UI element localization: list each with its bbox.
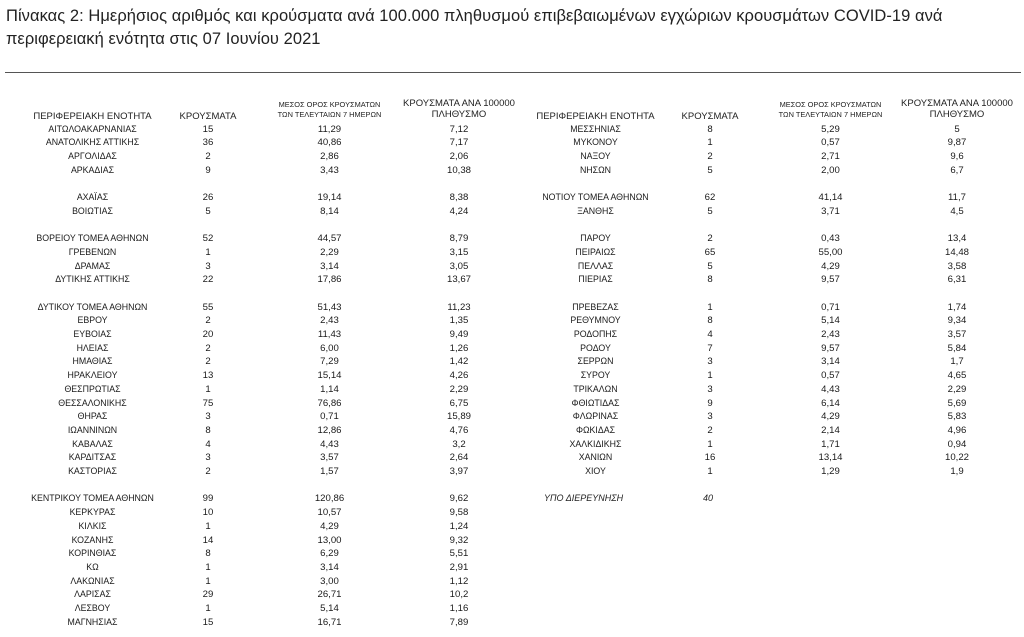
right-cell-avg7: 2,00 bbox=[821, 164, 840, 176]
left-cell-avg7: 3,00 bbox=[320, 575, 339, 587]
right-cell-avg7: 4,43 bbox=[821, 383, 840, 395]
right-cell-avg7: 3,71 bbox=[821, 205, 840, 217]
right-cell-per100k: 5,69 bbox=[947, 397, 967, 409]
left-cell-region: ΑΙΤΩΛΟΑΚΑΡΝΑΝΙΑΣ bbox=[48, 123, 137, 134]
left-cell-cases: 2 bbox=[205, 342, 211, 354]
left-cell-cases: 15 bbox=[202, 123, 214, 135]
left-cell-per100k: 3,2 bbox=[452, 438, 466, 450]
left-cell-region: ΚΩ bbox=[86, 561, 99, 572]
right-cell-region: ΦΛΩΡΙΝΑΣ bbox=[572, 411, 619, 422]
left-cell-avg7: 12,86 bbox=[317, 424, 342, 436]
left-cell-per100k: 1,26 bbox=[449, 342, 469, 354]
right-cell-cases: 2 bbox=[707, 233, 713, 245]
left-cell-per100k: 10,2 bbox=[449, 589, 469, 601]
right-cell-cases: 8 bbox=[707, 274, 713, 286]
right-cell-per100k: 0,94 bbox=[947, 438, 967, 450]
left-cell-cases: 9 bbox=[205, 164, 211, 176]
right-cell-cases: 2 bbox=[707, 150, 713, 162]
left-cell-region: ΔΥΤΙΚΗΣ ΑΤΤΙΚΗΣ bbox=[55, 274, 130, 285]
left-cell-avg7: 1,57 bbox=[320, 466, 339, 477]
right-cell-avg7: 2,71 bbox=[821, 150, 840, 162]
left-cell-per100k: 1,42 bbox=[449, 356, 469, 368]
left-cell-cases: 26 bbox=[202, 192, 214, 203]
right-cell-avg7: 0,43 bbox=[821, 233, 840, 245]
left-cell-per100k: 4,76 bbox=[449, 424, 469, 436]
left-cell-per100k: 13,67 bbox=[446, 274, 471, 286]
left-cell-cases: 8 bbox=[205, 548, 211, 560]
right-cell-avg7: 4,29 bbox=[821, 411, 840, 423]
right-cell-cases: 3 bbox=[707, 383, 713, 395]
left-cell-region: ΗΜΑΘΙΑΣ bbox=[72, 356, 113, 367]
right-cell-avg7: 1,29 bbox=[821, 466, 840, 477]
left-cell-region: ΓΡΕΒΕΝΩΝ bbox=[68, 246, 117, 257]
right-cell-region: ΜΕΣΣΗΝΙΑΣ bbox=[570, 123, 621, 134]
left-cell-cases: 15 bbox=[202, 616, 214, 628]
right-cell-avg7: 5,29 bbox=[821, 123, 840, 135]
left-header-avg7 bbox=[262, 100, 397, 119]
left-cell-region: ΘΕΣΣΑΛΟΝΙΚΗΣ bbox=[58, 397, 127, 408]
left-cell-per100k: 9,49 bbox=[449, 329, 469, 340]
right-cell-cases: 5 bbox=[707, 260, 713, 272]
right-cell-region: ΝΑΞΟΥ bbox=[580, 150, 611, 161]
left-cell-avg7: 51,43 bbox=[317, 301, 342, 313]
left-cell-avg7: 19,14 bbox=[317, 192, 342, 203]
left-cell-region: ΚΟΡΙΝΘΙΑΣ bbox=[68, 548, 117, 559]
left-cell-cases: 22 bbox=[202, 274, 214, 286]
left-cell-per100k: 10,38 bbox=[446, 164, 471, 176]
right-cell-region: ΠΕΙΡΑΙΩΣ bbox=[575, 246, 616, 257]
right-cell-avg7: 13,14 bbox=[818, 452, 843, 464]
right-cell-avg7: 3,14 bbox=[821, 356, 840, 368]
right-cell-avg7: 55,00 bbox=[818, 246, 843, 258]
left-cell-cases: 1 bbox=[205, 520, 211, 532]
right-cell-cases: 1 bbox=[707, 438, 713, 450]
left-cell-avg7: 11,29 bbox=[317, 123, 342, 135]
right-cell-avg7: 0,71 bbox=[821, 301, 840, 313]
right-cell-region: ΡΟΔΟΠΗΣ bbox=[573, 329, 618, 339]
right-cell-cases: 65 bbox=[704, 246, 716, 258]
right-cell-region: ΡΕΘΥΜΝΟΥ bbox=[570, 315, 621, 326]
left-cell-avg7: 1,14 bbox=[320, 383, 339, 395]
left-cell-region: ΘΕΣΠΡΩΤΙΑΣ bbox=[64, 383, 121, 394]
left-cell-cases: 4 bbox=[205, 438, 211, 450]
left-cell-region: ΗΛΕΙΑΣ bbox=[76, 342, 109, 353]
left-cell-region: ΔΥΤΙΚΟΥ ΤΟΜΕΑ ΑΘΗΝΩΝ bbox=[37, 301, 148, 312]
left-cell-cases: 99 bbox=[202, 493, 214, 505]
right-cell-per100k: 5,84 bbox=[947, 342, 967, 354]
left-cell-avg7: 17,86 bbox=[317, 274, 342, 286]
right-cell-cases: 3 bbox=[707, 356, 713, 368]
left-cell-per100k: 7,12 bbox=[449, 123, 469, 135]
left-cell-avg7: 3,14 bbox=[320, 260, 339, 272]
right-cell-per100k: 9,34 bbox=[947, 315, 967, 327]
left-cell-cases: 3 bbox=[205, 411, 211, 423]
left-cell-region: ΛΕΣΒΟΥ bbox=[74, 603, 111, 613]
left-cell-avg7: 2,29 bbox=[320, 246, 339, 258]
under-investigation-label: ΥΠΟ ΔΙΕΡΕΥΝΗΣΗ bbox=[544, 493, 624, 504]
right-cell-per100k: 11,7 bbox=[948, 192, 966, 203]
right-cell-cases: 8 bbox=[707, 123, 713, 135]
right-cell-per100k: 3,57 bbox=[947, 329, 967, 340]
left-cell-per100k: 1,35 bbox=[449, 315, 469, 327]
right-cell-per100k: 1,9 bbox=[950, 466, 964, 477]
right-header-per100k-line1: ΚΡΟΥΣΜΑΤΑ ΑΝΑ 100000 bbox=[901, 98, 1013, 109]
left-header-per100k-line1: ΚΡΟΥΣΜΑΤΑ ΑΝΑ 100000 bbox=[403, 98, 515, 109]
right-cell-region: ΝΗΣΩΝ bbox=[579, 164, 612, 175]
left-cell-avg7: 2,43 bbox=[320, 315, 339, 327]
right-cell-per100k: 4,96 bbox=[947, 424, 967, 436]
left-cell-per100k: 9,62 bbox=[449, 493, 469, 505]
right-header-avg7-line1: ΜΕΣΟΣ ΟΡΟΣ ΚΡΟΥΣΜΑΤΩΝ bbox=[779, 100, 882, 109]
left-cell-region: ΚΟΖΑΝΗΣ bbox=[71, 534, 114, 545]
right-cell-per100k: 9,6 bbox=[950, 150, 964, 162]
left-cell-cases: 1 bbox=[205, 575, 211, 587]
right-cell-avg7: 9,57 bbox=[821, 342, 840, 354]
left-cell-per100k: 3,15 bbox=[449, 246, 469, 258]
left-cell-region: ΚΑΡΔΙΤΣΑΣ bbox=[68, 452, 117, 463]
right-header-per100k bbox=[891, 98, 1023, 120]
left-cell-cases: 2 bbox=[205, 466, 211, 477]
table-title: Πίνακας 2: Ημερήσιος αριθμός και κρούσματα ανά 100.000 πληθυσμού επιβεβαιωμένων εγχώριων κρουσμάτων COVID-19 ανά περιφερειακή ενότητα στις 07 Ιουνίου 2021 bbox=[6, 7, 943, 48]
left-header-per100k-line2: ΠΛΗΘΥΣΜΟ bbox=[431, 109, 487, 120]
left-cell-per100k: 4,26 bbox=[449, 370, 469, 382]
right-cell-cases: 62 bbox=[704, 192, 716, 203]
right-cell-per100k: 4,5 bbox=[950, 205, 964, 217]
left-cell-per100k: 3,05 bbox=[449, 260, 469, 272]
left-cell-region: ΕΒΡΟΥ bbox=[77, 315, 108, 326]
right-cell-per100k: 9,87 bbox=[947, 137, 967, 149]
right-cell-region: ΦΘΙΩΤΙΔΑΣ bbox=[571, 397, 620, 408]
left-cell-avg7: 76,86 bbox=[317, 397, 342, 409]
left-cell-cases: 36 bbox=[202, 137, 214, 149]
left-cell-avg7: 15,14 bbox=[317, 370, 342, 382]
right-header-per100k-line2: ΠΛΗΘΥΣΜΟ bbox=[929, 109, 985, 120]
right-cell-region: ΠΙΕΡΙΑΣ bbox=[578, 274, 613, 285]
left-cell-cases: 8 bbox=[205, 424, 211, 436]
right-cell-cases: 9 bbox=[707, 397, 713, 409]
left-cell-per100k: 9,32 bbox=[449, 534, 469, 546]
right-cell-region: ΦΩΚΙΔΑΣ bbox=[575, 424, 616, 435]
left-header-region: ΠΕΡΙΦΕΡΕΙΑΚΗ ΕΝΟΤΗΤΑ bbox=[33, 111, 152, 122]
left-cell-per100k: 2,29 bbox=[449, 383, 469, 395]
right-cell-per100k: 5 bbox=[954, 123, 960, 135]
left-cell-avg7: 10,57 bbox=[317, 507, 342, 519]
left-cell-region: ΒΟΡΕΙΟΥ ΤΟΜΕΑ ΑΘΗΝΩΝ bbox=[36, 233, 149, 244]
left-cell-avg7: 8,14 bbox=[320, 205, 339, 217]
right-cell-per100k: 14,48 bbox=[944, 246, 969, 258]
left-cell-cases: 1 bbox=[205, 246, 211, 258]
right-cell-region: ΧΙΟΥ bbox=[585, 466, 606, 476]
left-cell-avg7: 26,71 bbox=[317, 589, 342, 601]
left-cell-per100k: 9,58 bbox=[449, 507, 469, 519]
right-cell-region: ΠΕΛΛΑΣ bbox=[577, 260, 614, 271]
left-cell-region: ΗΡΑΚΛΕΙΟΥ bbox=[67, 370, 118, 381]
right-cell-per100k: 6,31 bbox=[947, 274, 967, 286]
right-cell-avg7: 5,14 bbox=[821, 315, 840, 327]
left-cell-cases: 75 bbox=[202, 397, 214, 409]
left-cell-region: ΚΕΝΤΡΙΚΟΥ ΤΟΜΕΑ ΑΘΗΝΩΝ bbox=[31, 493, 154, 504]
right-cell-region: ΠΑΡΟΥ bbox=[580, 233, 611, 244]
left-cell-region: ΑΧΑΪΑΣ bbox=[76, 192, 109, 202]
under-investigation-cases: 40 bbox=[703, 493, 714, 504]
left-header-avg7-line1: ΜΕΣΟΣ ΟΡΟΣ ΚΡΟΥΣΜΑΤΩΝ bbox=[278, 100, 381, 109]
left-cell-avg7: 5,14 bbox=[320, 603, 339, 614]
right-cell-avg7: 6,14 bbox=[821, 397, 840, 409]
left-cell-cases: 20 bbox=[202, 329, 214, 340]
left-cell-cases: 1 bbox=[205, 561, 211, 573]
left-header-cases: ΚΡΟΥΣΜΑΤΑ bbox=[179, 111, 237, 122]
left-cell-per100k: 7,89 bbox=[449, 616, 469, 628]
right-cell-region: ΡΟΔΟΥ bbox=[580, 342, 611, 353]
left-cell-cases: 2 bbox=[205, 150, 211, 162]
left-cell-per100k: 7,17 bbox=[449, 137, 469, 149]
left-cell-region: ΒΟΙΩΤΙΑΣ bbox=[72, 205, 113, 216]
left-cell-region: ΜΑΓΝΗΣΙΑΣ bbox=[67, 616, 118, 627]
left-cell-avg7: 40,86 bbox=[317, 137, 342, 149]
left-cell-per100k: 8,79 bbox=[449, 233, 469, 245]
left-cell-avg7: 3,57 bbox=[320, 452, 339, 464]
left-cell-cases: 29 bbox=[202, 589, 214, 601]
left-cell-per100k: 2,64 bbox=[449, 452, 469, 464]
right-cell-region: ΧΑΛΚΙΔΙΚΗΣ bbox=[569, 438, 622, 449]
right-cell-avg7: 2,14 bbox=[821, 424, 840, 436]
right-header-avg7-line2: ΤΩΝ ΤΕΛΕΥΤΑΙΩΝ 7 ΗΜΕΡΩΝ bbox=[778, 109, 883, 119]
right-cell-cases: 1 bbox=[707, 466, 713, 477]
left-cell-region: ΚΑΣΤΟΡΙΑΣ bbox=[68, 466, 117, 476]
right-cell-region: ΣΥΡΟΥ bbox=[580, 370, 611, 381]
right-cell-avg7: 0,57 bbox=[821, 370, 840, 382]
left-cell-cases: 14 bbox=[202, 534, 214, 546]
right-cell-avg7: 1,71 bbox=[821, 438, 840, 450]
right-cell-avg7: 4,29 bbox=[821, 260, 840, 272]
left-cell-per100k: 2,06 bbox=[449, 150, 469, 162]
left-cell-avg7: 0,71 bbox=[320, 411, 339, 423]
left-cell-cases: 13 bbox=[202, 370, 214, 382]
right-header-region: ΠΕΡΙΦΕΡΕΙΑΚΗ ΕΝΟΤΗΤΑ bbox=[536, 111, 655, 122]
right-cell-region: ΤΡΙΚΑΛΩΝ bbox=[573, 383, 618, 394]
right-cell-cases: 2 bbox=[707, 424, 713, 436]
left-cell-avg7: 44,57 bbox=[317, 233, 342, 245]
left-cell-region: ΚΙΛΚΙΣ bbox=[78, 520, 107, 531]
right-cell-per100k: 1,74 bbox=[947, 301, 967, 313]
right-cell-cases: 3 bbox=[707, 411, 713, 423]
left-cell-per100k: 3,97 bbox=[449, 466, 469, 477]
left-cell-region: ΑΡΓΟΛΙΔΑΣ bbox=[68, 150, 117, 161]
right-cell-avg7: 9,57 bbox=[821, 274, 840, 286]
title-divider bbox=[5, 72, 1021, 73]
left-cell-avg7: 4,29 bbox=[320, 520, 339, 532]
left-cell-region: ΑΝΑΤΟΛΙΚΗΣ ΑΤΤΙΚΗΣ bbox=[45, 137, 140, 148]
right-cell-avg7: 2,43 bbox=[821, 329, 840, 340]
left-cell-cases: 10 bbox=[202, 507, 214, 519]
left-cell-per100k: 4,24 bbox=[449, 205, 469, 217]
left-cell-per100k: 6,75 bbox=[449, 397, 469, 409]
right-cell-cases: 1 bbox=[707, 137, 713, 149]
left-cell-avg7: 6,29 bbox=[320, 548, 339, 560]
right-header-avg7 bbox=[763, 100, 898, 119]
left-cell-region: ΚΕΡΚΥΡΑΣ bbox=[69, 507, 116, 518]
right-cell-cases: 1 bbox=[707, 370, 713, 382]
left-cell-cases: 52 bbox=[202, 233, 214, 245]
right-cell-per100k: 10,22 bbox=[944, 452, 969, 464]
left-cell-region: ΛΑΚΩΝΙΑΣ bbox=[70, 575, 115, 586]
left-cell-per100k: 8,38 bbox=[449, 192, 469, 203]
left-cell-avg7: 4,43 bbox=[320, 438, 339, 450]
left-cell-cases: 1 bbox=[205, 603, 211, 614]
left-cell-avg7: 3,43 bbox=[320, 164, 339, 176]
left-cell-region: ΘΗΡΑΣ bbox=[77, 411, 108, 422]
right-cell-region: ΞΑΝΘΗΣ bbox=[577, 205, 614, 216]
right-cell-avg7: 41,14 bbox=[818, 192, 843, 203]
right-cell-per100k: 5,83 bbox=[947, 411, 967, 423]
right-cell-per100k: 4,65 bbox=[947, 370, 967, 382]
left-cell-per100k: 15,89 bbox=[446, 411, 471, 423]
left-cell-avg7: 3,14 bbox=[320, 561, 339, 573]
right-cell-region: ΧΑΝΙΩΝ bbox=[578, 452, 613, 463]
left-cell-region: ΑΡΚΑΔΙΑΣ bbox=[70, 164, 115, 175]
left-header-avg7-line2: ΤΩΝ ΤΕΛΕΥΤΑΙΩΝ 7 ΗΜΕΡΩΝ bbox=[277, 109, 382, 119]
left-cell-avg7: 16,71 bbox=[317, 616, 342, 628]
left-cell-cases: 2 bbox=[205, 356, 211, 368]
left-cell-region: ΛΑΡΙΣΑΣ bbox=[74, 589, 111, 600]
right-cell-cases: 4 bbox=[707, 329, 713, 340]
right-cell-cases: 5 bbox=[707, 164, 713, 176]
left-cell-avg7: 120,86 bbox=[314, 493, 345, 505]
left-header-per100k bbox=[393, 98, 525, 120]
left-cell-region: ΕΥΒΟΙΑΣ bbox=[73, 329, 112, 339]
right-cell-cases: 16 bbox=[704, 452, 716, 464]
right-cell-per100k: 6,7 bbox=[950, 164, 964, 176]
right-cell-per100k: 3,58 bbox=[947, 260, 967, 272]
right-cell-avg7: 0,57 bbox=[821, 137, 840, 149]
right-cell-cases: 5 bbox=[707, 205, 713, 217]
left-cell-avg7: 13,00 bbox=[317, 534, 342, 546]
right-header-cases: ΚΡΟΥΣΜΑΤΑ bbox=[681, 111, 739, 122]
left-cell-region: ΔΡΑΜΑΣ bbox=[74, 260, 111, 271]
right-cell-cases: 1 bbox=[707, 301, 713, 313]
left-cell-per100k: 11,23 bbox=[447, 301, 471, 313]
left-cell-cases: 2 bbox=[205, 315, 211, 327]
left-cell-avg7: 7,29 bbox=[320, 356, 339, 368]
left-cell-cases: 3 bbox=[205, 452, 211, 464]
left-cell-cases: 3 bbox=[205, 260, 211, 272]
right-cell-region: ΝΟΤΙΟΥ ΤΟΜΕΑ ΑΘΗΝΩΝ bbox=[542, 192, 649, 202]
right-cell-per100k: 2,29 bbox=[947, 383, 967, 395]
left-cell-avg7: 11,43 bbox=[317, 329, 342, 340]
left-cell-per100k: 1,16 bbox=[449, 603, 469, 614]
left-cell-region: ΙΩΑΝΝΙΝΩΝ bbox=[67, 424, 118, 435]
left-cell-per100k: 1,12 bbox=[449, 575, 469, 587]
left-cell-cases: 55 bbox=[202, 301, 214, 313]
left-cell-region: ΚΑΒΑΛΑΣ bbox=[72, 438, 113, 449]
right-cell-region: ΣΕΡΡΩΝ bbox=[577, 356, 614, 367]
left-cell-cases: 5 bbox=[205, 205, 211, 217]
right-cell-cases: 7 bbox=[707, 342, 713, 354]
right-cell-per100k: 13,4 bbox=[947, 233, 967, 245]
right-cell-cases: 8 bbox=[707, 315, 713, 327]
right-cell-region: ΜΥΚΟΝΟΥ bbox=[573, 137, 618, 148]
left-cell-per100k: 2,91 bbox=[449, 561, 469, 573]
right-cell-region: ΠΡΕΒΕΖΑΣ bbox=[572, 301, 619, 312]
left-cell-avg7: 2,86 bbox=[320, 150, 339, 162]
left-cell-per100k: 5,51 bbox=[449, 548, 469, 560]
left-cell-per100k: 1,24 bbox=[449, 520, 469, 532]
left-cell-cases: 1 bbox=[205, 383, 211, 395]
left-cell-avg7: 6,00 bbox=[320, 342, 339, 354]
right-cell-per100k: 1,7 bbox=[950, 356, 964, 368]
